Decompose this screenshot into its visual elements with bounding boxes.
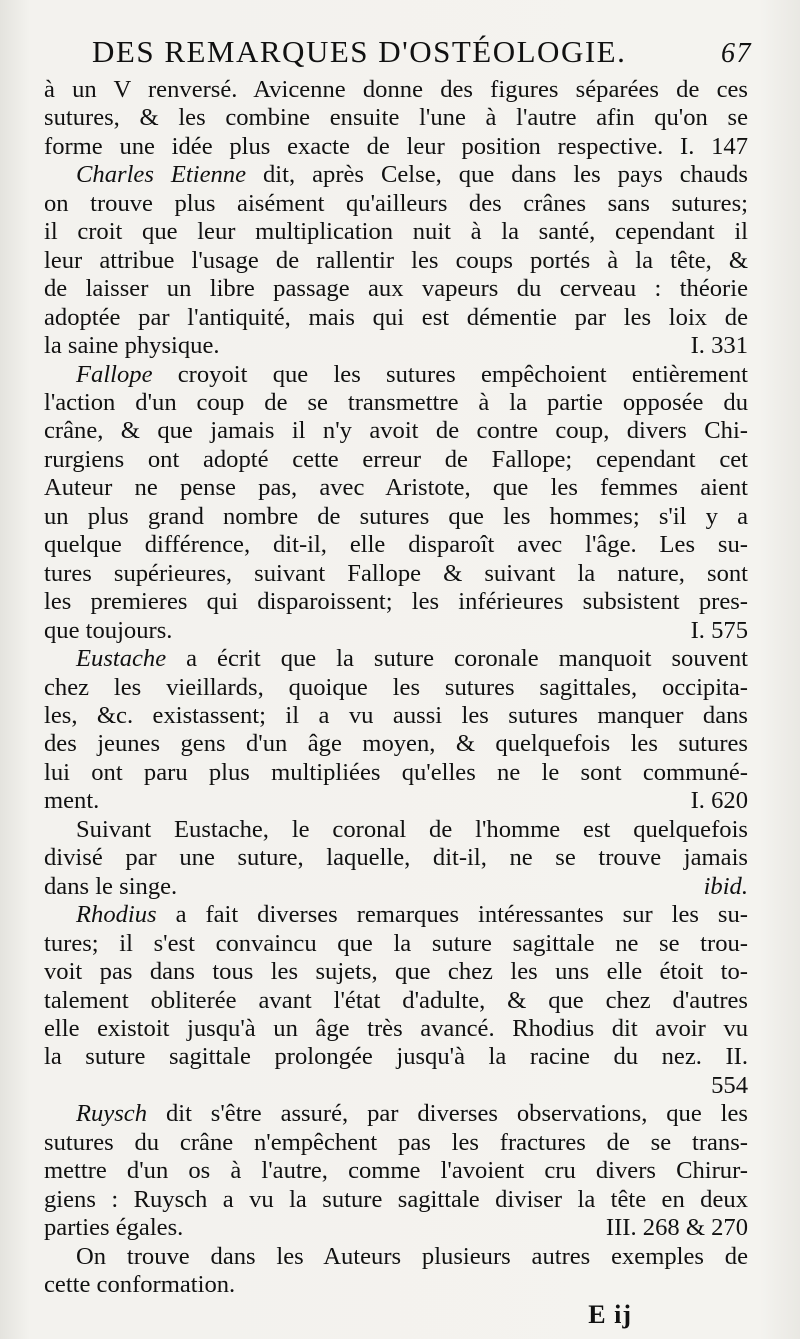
paragraph-last-line: la saine physique. I. 331 [44,332,748,360]
author-name: Rhodius [76,901,157,929]
signature-mark: E ij [588,1300,632,1329]
text-line: chez les vieillards, quoique les sutures sagittales, occipita- [44,673,748,701]
running-header [92,34,752,72]
text-line: tures; il s'est convaincu que la suture sagittale ne se trou- [44,929,748,957]
author-name: Eustache [76,645,167,673]
text-line: Auteur ne pense pas, avec Aristote, que les femmes aient [44,474,748,502]
text-line: les premieres qui disparoissent; les inférieures subsistent pres- [44,588,748,616]
text-line: forme une idée plus exacte de leur position respective. I. 147 [44,132,748,160]
text-line: des jeunes gens d'un âge moyen, & quelquefois les sutures [44,730,748,758]
text-line: crâne, & que jamais il n'y avoit de contre coup, divers Chi- [44,417,748,445]
text-line: talement obliterée avant l'état d'adulte, & que chez d'autres [44,986,748,1014]
paragraph-last-line: ment. I. 620 [44,787,748,815]
reference: III. 268 & 270 [605,1214,748,1242]
paragraph-last-line: que toujours. I. 575 [44,616,748,644]
text-line: giens : Ruysch a vu la suture sagittale diviser la tête en deux [44,1185,748,1213]
paragraph-first-line: Ruysch dit s'être assuré, par diverses observations, que les [76,1100,748,1128]
text-line: sutures du crâne n'empêchent pas les fractures de se trans- [44,1128,748,1156]
text-line: on trouve plus aisément qu'ailleurs des crânes sans sutures; [44,189,748,217]
text-line: lui ont paru plus multipliées qu'elles ne le sont communé- [44,758,748,786]
paragraph-last-line: cette conformation. [44,1271,236,1299]
text-line: divisé par une suture, laquelle, dit-il, ne se trouve jamais [44,844,748,872]
paragraph-first-line: Suivant Eustache, le coronal de l'homme est quelquefois [76,815,748,843]
text-line: elle existoit jusqu'à un âge très avancé. Rhodius dit avoir vu [44,1014,748,1042]
text-line: la suture sagittale prolongée jusqu'à la racine du nez. II. [44,1043,748,1071]
reference: I. 331 [690,332,748,360]
text-line: leur attribue l'usage de rallentir les coups portés à la tête, & [44,246,748,274]
reference: ibid. [703,872,748,900]
paragraph-first-line: Eustache a écrit que la suture coronale manquoit souvent [76,645,748,673]
text-line: un plus grand nombre de sutures que les hommes; s'il y a [44,502,748,530]
author-name: Charles Etienne [76,161,246,189]
body-text [44,76,748,1299]
page-number: 67 [721,38,752,69]
paragraph-first-line: Rhodius a fait diverses remarques intéressantes sur les su- [76,901,748,929]
text-line: à un V renversé. Avicenne donne des figures séparées de ces [44,76,748,103]
paragraph-first-line: Charles Etienne dit, après Celse, que dans les pays chauds [76,161,748,189]
text-line: adoptée par l'antiquité, mais qui est démentie par les loix de [44,303,748,331]
text-line: tures supérieures, suivant Fallope & suivant la nature, sont [44,559,748,587]
text-line: il croit que leur multiplication nuit à la santé, cependant il [44,218,748,246]
text-line: mettre d'un os à l'autre, comme l'avoient cru divers Chirur- [44,1157,748,1185]
header-title: DES REMARQUES D'OSTÉOLOGIE. [92,34,627,69]
paragraph-first-line: Fallope croyoit que les sutures empêchoient entièrement [76,360,748,388]
text-line: sutures, & les combine ensuite l'une à l'autre afin qu'on se [44,104,748,132]
reference: I. 575 [690,616,748,644]
reference: I. 620 [690,787,748,815]
text-line: les, &c. existassent; il a vu aussi les sutures manquer dans [44,701,748,729]
text-line: rurgiens ont adopté cette erreur de Fallope; cependant cet [44,445,748,473]
author-name: Fallope [76,360,153,388]
text-line: quelque différence, dit-il, elle disparoît avec l'âge. Les su- [44,531,748,559]
author-name: Ruysch [76,1100,148,1128]
paragraph-first-line: On trouve dans les Auteurs plusieurs autres exemples de [76,1242,748,1270]
reference: 554 [711,1071,748,1099]
text-line: de laisser un libre passage aux vapeurs du cerveau : théorie [44,275,748,303]
text-line: l'action d'un coup de se transmettre à la partie opposée du [44,388,748,416]
text-line: voit pas dans tous les sujets, que chez les uns elle étoit to- [44,958,748,986]
paragraph-last-line: dans le singe. ibid. [44,872,748,900]
paragraph-last-line: parties égales. III. 268 & 270 [44,1214,748,1242]
